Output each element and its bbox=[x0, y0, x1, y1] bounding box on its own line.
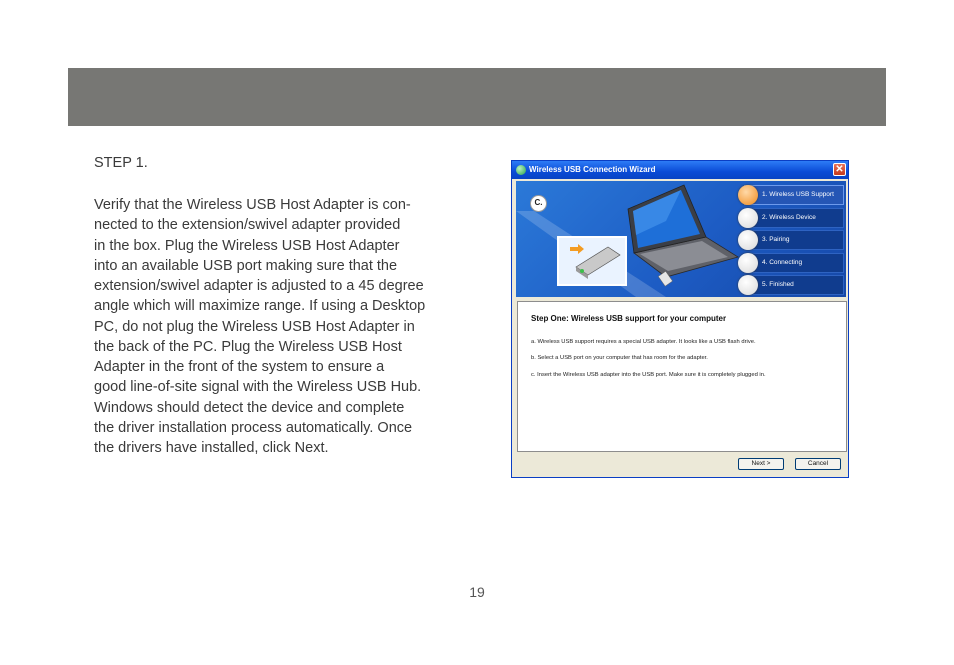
step-title: STEP 1. bbox=[94, 155, 148, 171]
header-bar bbox=[68, 68, 886, 126]
instruction-line-b: b. Select a USB port on your computer that has room for the adapter. bbox=[531, 355, 708, 361]
dialog-titlebar[interactable] bbox=[512, 161, 848, 179]
step-badge: C. bbox=[530, 195, 547, 212]
wizard-step-label: 2. Wireless Device bbox=[762, 213, 816, 221]
wizard-step-4 bbox=[744, 253, 844, 273]
wizard-step-1 bbox=[744, 185, 844, 205]
wizard-content-panel bbox=[517, 301, 847, 452]
wizard-step-label: 1. Wireless USB Support bbox=[762, 191, 834, 198]
wizard-banner bbox=[516, 181, 846, 297]
wizard-step-label: 4. Connecting bbox=[762, 258, 803, 266]
usb-adapter-laptop-illustration bbox=[516, 181, 746, 297]
arrow-right-icon bbox=[738, 185, 758, 205]
instruction-line-a: a. Wireless USB support requires a special USB adapter. It looks like a USB flash drive. bbox=[531, 339, 756, 345]
wizard-step-label: 5. Finished bbox=[762, 281, 794, 288]
dialog-title: Wireless USB Connection Wizard bbox=[529, 165, 656, 174]
wizard-step-label: 3. Pairing bbox=[762, 236, 790, 243]
step-circle-icon bbox=[738, 208, 758, 228]
step-instructions: Verify that the Wireless USB Host Adapter is con- nected to the extension/swivel adapter provided in the box. Plug the Wireless USB Host Adapter into an available USB port making sure that the extension/swivel adapter is adjusted to a 45 degree angle which will maximize range. If using a Desktop PC, do not plug the Wireless USB Host Adapter in the back of the PC. Plug the Wireless USB Host Adapter in the front of the system to ensure a good line-of-site signal with the Wireless USB Hub. Windows should detect the device and complete the driver installation process automatically. Once the drivers have installed, click Next. bbox=[94, 197, 426, 456]
step-circle-icon bbox=[738, 253, 758, 273]
wizard-step-5 bbox=[744, 275, 844, 295]
wizard-step-2 bbox=[744, 208, 844, 228]
instruction-line-c: c. Insert the Wireless USB adapter into the USB port. Make sure it is completely plugged in. bbox=[531, 372, 766, 378]
close-button[interactable]: ✕ bbox=[833, 163, 846, 176]
panel-heading: Step One: Wireless USB support for your computer bbox=[531, 314, 727, 323]
next-button[interactable]: Next > bbox=[738, 458, 784, 470]
wizard-dialog bbox=[511, 160, 849, 478]
step-circle-icon bbox=[738, 275, 758, 295]
page-number: 19 bbox=[469, 584, 485, 600]
step-circle-icon bbox=[738, 230, 758, 250]
wizard-icon bbox=[516, 165, 526, 175]
wizard-steps bbox=[744, 185, 844, 297]
cancel-button[interactable]: Cancel bbox=[795, 458, 841, 470]
wizard-step-3 bbox=[744, 230, 844, 250]
